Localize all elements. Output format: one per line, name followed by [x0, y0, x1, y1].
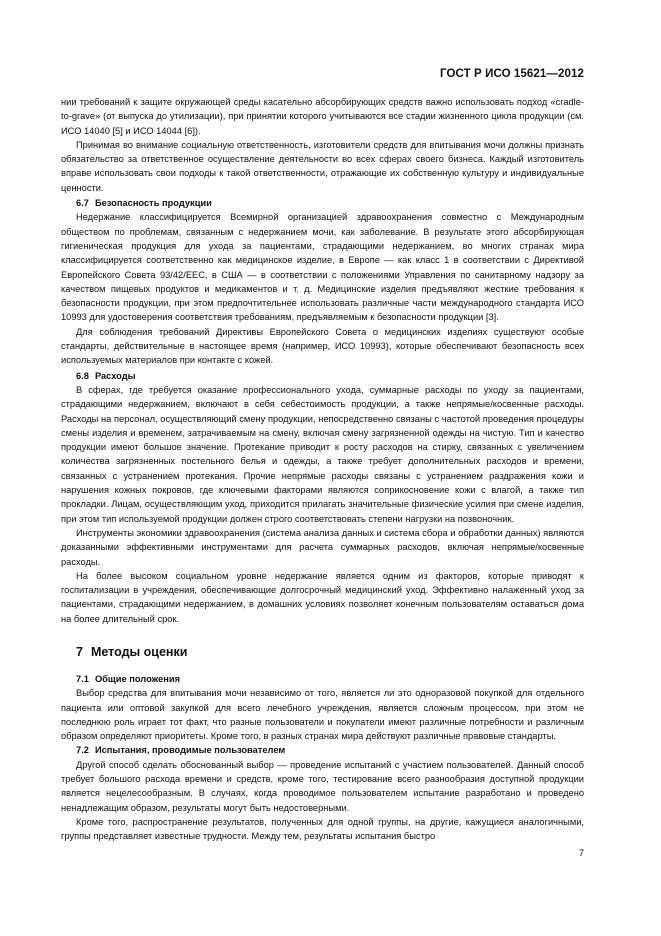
section-number: 7 — [76, 644, 83, 659]
section-6-7-heading — [61, 196, 584, 210]
paragraph-continuation: нии требований к защите окружающей среды касательно абсорбирующих средств важно использовать подход «cradle-to-grave» (от выпуска до утилизации), при принятии которого учитываются все стадии жизненного цикла продукции (см. ИСО 14040 [5] и ИСО 14044 [6]). — [61, 97, 584, 136]
paragraph-6-7-1: Недержание классифицируется Всемирной организацией здравоохранения совместно с Международным обществом по проблемам, связанным с недержанием мочи, как заболевание. В результате этого абсорбирующая гигиеническая продукция для ухода за пациентами, страдающими недержанием, во многих странах мира классифицируется соответственно как медицинское изделие, в Европе — как класс 1 в соответствии с Директивой Европейского Совета 93/42/ЕЕС, в США — в соответствии с положениями Управления по санитарному надзору за качеством пищевых продуктов и медикаментов и т. д. Медицинские изделия предъявляют жесткие требования к безопасности продукции, при этом предпочтительнее использовать различные части международного стандарта ИСО 10993 для удостоверения соответствия требованиям, предъявляемым к безопасности продукции [3]. — [61, 212, 584, 323]
section-7-heading — [61, 644, 584, 660]
section-title: Расходы — [94, 370, 136, 381]
paragraph-social-responsibility: Принимая во внимание социальную ответственность, изготовители средств для впитывания мочи должны признать обязательство за ответственное осуществление деятельности во всех сферах своего бизнеса. Каждый изготовитель вправе использовать свои подходы к такой ответственности, отражающие их собственную культуру и индивидуальные ценности. — [61, 139, 584, 193]
document-header-title: ГОСТ Р ИСО 15621—2012 — [439, 68, 584, 80]
paragraph-7-2-2: Кроме того, распространение результатов, полученных для одной группы, на другие, кажущиеся аналогичными, группы представляет известные трудности. Между тем, результаты испытания быстро — [61, 816, 584, 842]
paragraph-6-8-2: Инструменты экономики здравоохранения (система анализа данных и система сбора и обработки данных) являются доказанными эффективными инструментами для расчета суммарных расходов, включая непрямые/косвенные расходы. — [61, 527, 584, 567]
page-number: 7 — [578, 848, 584, 859]
paragraph-7-2-1: Другой способ сделать обоснованный выбор — проведение испытаний с участием пользователей. Данный способ требует большого расхода времени и средств, кроме того, тестирование всего разнообразия доступной продукции является нецелесообразным. В случаях, когда проводимое пользователем испытание разработано и проведено ненадлежащим образом, результаты могут быть недостоверными. — [61, 759, 584, 813]
section-7-2-heading — [61, 743, 584, 757]
section-title: Безопасность продукции — [94, 198, 212, 209]
paragraph-6-7-2: Для соблюдения требований Директивы Европейского Совета о медицинских изделиях существуют особые стандарты, действительные в настоящее время (например, ИСО 10993), которые обеспечивают безопасность всех используемых материалов при контакте с кожей. — [61, 326, 584, 366]
section-number: 6.7 — [76, 198, 89, 209]
paragraph-7-1-1: Выбор средства для впитывания мочи независимо от того, является ли это одноразовой покупкой для отдельного пациента или оптовой закупкой для всего лечебного учреждения, является сложным процессом, при этом не последнюю роль играет тот факт, что разные пользователи и покупатели имеют различные потребности и различным образом определяют приоритеты. Кроме того, в разных странах мира действуют различные правовые стандарты. — [61, 688, 584, 742]
section-number: 7.1 — [76, 673, 89, 684]
document-body — [61, 95, 584, 844]
paragraph-6-8-1: В сферах, где требуется оказание профессионального ухода, суммарные расходы по уходу за пациентами, страдающими недержанием, включают в себя себестоимость продукции, а также непрямые/косвенные расходы. Расходы на персонал, осуществляющий смену продукции, непосредственно связаны с частотой проведения процедуры смены изделия и временем, затрачиваемым на смену, включая смену загрязненной одежды на чистую. Тип и качество продукции имеют большое значение. Протекание приводит к росту расходов на стирку, связанных с увеличением количества загрязненных постельного белья и одежды, а также требует дополнительных расходов и времени, связанных с устранением протекания. Прочие непрямые расходы связаны с устранением раздражения кожи и нарушения кожных покровов, где ключевыми факторами являются соприкосновение кожи с влагой, а также тип прокладки. Лицам, осуществляющим уход, приходится прилагать значительные физические усилия при смене изделия, при этом тип используемой продукции должен строго соответствовать степени нагрузки на позвоночник. — [61, 384, 584, 524]
section-number: 7.2 — [76, 745, 89, 756]
section-7-1-heading — [61, 672, 584, 686]
section-number: 6.8 — [76, 370, 89, 381]
section-title: Общие положения — [94, 673, 181, 684]
section-6-8-heading — [61, 369, 584, 383]
section-title: Испытания, проводимые пользователем — [94, 745, 286, 756]
section-title: Методы оценки — [90, 644, 188, 659]
paragraph-6-8-3: На более высоком социальном уровне недержание является одним из факторов, которые приводят к госпитализации в учреждения, обеспечивающие долгосрочный медицинский уход. Эффективно налаженный уход за пациентами, страдающими недержанием, в домашних условиях позволяет конечным пользователям оставаться дома на более длительный срок. — [61, 570, 584, 624]
